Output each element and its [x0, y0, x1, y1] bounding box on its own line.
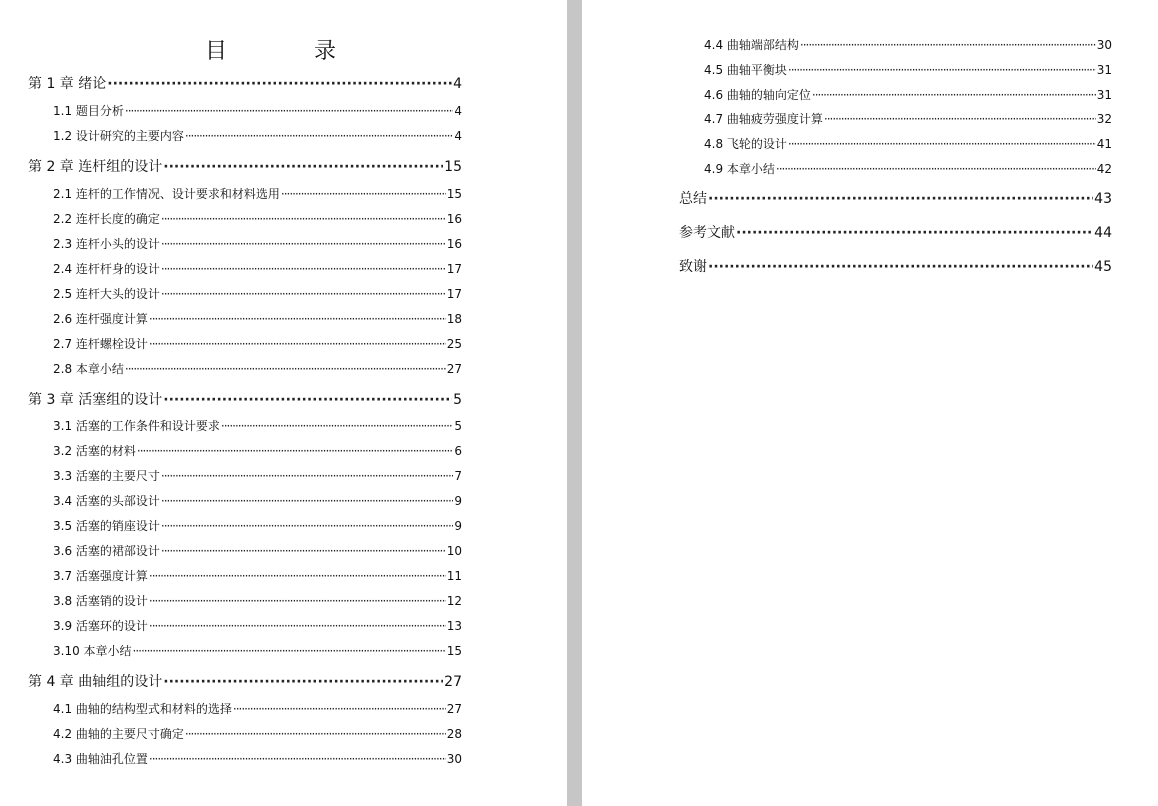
toc-section-entry[interactable] — [53, 642, 462, 659]
toc-entry-label: 4.9 本章小结 — [704, 162, 775, 176]
toc-page-number: 5 — [453, 392, 462, 408]
toc-dot-leader — [788, 63, 1096, 77]
toc-page-number: 4 — [453, 76, 462, 92]
toc-page-number: 30 — [446, 752, 462, 766]
toc-entry-label: 4.8 飞轮的设计 — [704, 137, 787, 151]
toc-page-number: 15 — [446, 644, 462, 658]
toc-entry-label: 4.2 曲轴的主要尺寸确定 — [53, 727, 184, 741]
toc-page-number: 27 — [446, 702, 462, 716]
toc-entry-label: 总结 — [679, 191, 707, 207]
toc-section-entry[interactable] — [53, 360, 462, 377]
toc-dot-leader — [788, 137, 1096, 151]
toc-section-entry[interactable] — [53, 592, 462, 609]
toc-page-number: 4 — [454, 104, 462, 118]
toc-dot-leader — [708, 259, 1093, 275]
toc-page-number: 41 — [1096, 137, 1112, 151]
toc-section-entry[interactable] — [53, 700, 462, 717]
toc-section-entry[interactable] — [53, 127, 462, 144]
toc-entry-label: 第 1 章 绪论 — [28, 76, 107, 92]
toc-dot-leader — [149, 337, 446, 351]
toc-entry-label: 第 3 章 活塞组的设计 — [28, 392, 163, 408]
toc-dot-leader — [161, 544, 446, 558]
toc-dot-leader — [125, 104, 453, 118]
toc-section-entry[interactable] — [704, 86, 1112, 103]
toc-dot-leader — [776, 162, 1096, 176]
toc-dot-leader — [800, 38, 1096, 52]
toc-page-number: 12 — [446, 594, 462, 608]
toc-page-number: 16 — [446, 212, 462, 226]
toc-page-number: 9 — [454, 519, 462, 533]
toc-dot-leader — [107, 76, 452, 92]
toc-page-number: 13 — [446, 619, 462, 633]
left-page — [0, 0, 567, 806]
toc-section-entry[interactable] — [704, 160, 1112, 177]
toc-entry-label: 致谢 — [679, 259, 707, 275]
toc-page-number: 10 — [446, 544, 462, 558]
toc-section-entry[interactable] — [53, 442, 462, 459]
toc-entry-label: 2.3 连杆小头的设计 — [53, 237, 160, 251]
toc-entry-label: 2.2 连杆长度的确定 — [53, 212, 160, 226]
toc-entry-label: 3.4 活塞的头部设计 — [53, 494, 160, 508]
toc-entry-label: 4.6 曲轴的轴向定位 — [704, 88, 811, 102]
toc-entry-label: 第 4 章 曲轴组的设计 — [28, 674, 163, 690]
toc-entry-label: 3.3 活塞的主要尺寸 — [53, 469, 160, 483]
toc-dot-leader — [281, 187, 446, 201]
toc-chapter-entry[interactable] — [28, 156, 462, 176]
toc-entry-label: 第 2 章 连杆组的设计 — [28, 159, 163, 175]
toc-section-entry[interactable] — [53, 310, 462, 327]
toc-section-entry[interactable] — [53, 517, 462, 534]
toc-entry-label: 3.1 活塞的工作条件和设计要求 — [53, 419, 220, 433]
toc-page-number: 43 — [1094, 191, 1112, 207]
toc-section-entry[interactable] — [53, 335, 462, 352]
toc-dot-leader — [125, 362, 446, 376]
toc-entry-label: 3.9 活塞环的设计 — [53, 619, 148, 633]
toc-dot-leader — [708, 191, 1093, 207]
toc-page-number: 16 — [446, 237, 462, 251]
toc-page-number: 18 — [446, 312, 462, 326]
toc-dot-leader — [185, 727, 446, 741]
toc-dot-leader — [233, 702, 446, 716]
toc-page-number: 32 — [1096, 112, 1112, 126]
toc-entry-label: 4.3 曲轴油孔位置 — [53, 752, 148, 766]
toc-entry-label: 2.7 连杆螺栓设计 — [53, 337, 148, 351]
toc-chapter-entry[interactable] — [28, 73, 462, 93]
toc-entry-label: 3.7 活塞强度计算 — [53, 569, 148, 583]
toc-entry-label: 1.1 题目分析 — [53, 104, 124, 118]
toc-section-entry[interactable] — [53, 235, 462, 252]
toc-section-entry[interactable] — [53, 285, 462, 302]
toc-dot-leader — [161, 519, 453, 533]
toc-section-entry[interactable] — [53, 417, 462, 434]
toc-entry-label: 3.6 活塞的裙部设计 — [53, 544, 160, 558]
toc-section-entry[interactable] — [53, 617, 462, 634]
toc-section-entry[interactable] — [53, 185, 462, 202]
toc-entry-label: 4.7 曲轴疲劳强度计算 — [704, 112, 823, 126]
toc-entry-label: 2.6 连杆强度计算 — [53, 312, 148, 326]
toc-dot-leader — [149, 594, 446, 608]
toc-section-entry[interactable] — [53, 467, 462, 484]
toc-dot-leader — [185, 129, 453, 143]
toc-dot-leader — [163, 159, 443, 175]
toc-dot-leader — [149, 312, 446, 326]
toc-dot-leader — [163, 674, 443, 690]
toc-dot-leader — [824, 112, 1096, 126]
toc-page-number: 25 — [446, 337, 462, 351]
toc-dot-leader — [161, 469, 453, 483]
toc-page-number: 4 — [454, 129, 462, 143]
toc-chapter-entry[interactable] — [28, 671, 462, 691]
toc-dot-leader — [149, 752, 446, 766]
toc-page-number: 6 — [454, 444, 462, 458]
toc-section-entry[interactable] — [704, 135, 1112, 152]
toc-page-number: 7 — [454, 469, 462, 483]
toc-entry-label: 3.5 活塞的销座设计 — [53, 519, 160, 533]
toc-entry-label: 参考文献 — [679, 225, 735, 241]
toc-page-number: 15 — [444, 159, 462, 175]
toc-dot-leader — [161, 212, 446, 226]
toc-entry-label: 2.1 连杆的工作情况、设计要求和材料选用 — [53, 187, 280, 201]
toc-title: 目 录 — [205, 39, 376, 64]
toc-page-number: 5 — [454, 419, 462, 433]
toc-section-entry[interactable] — [704, 61, 1112, 78]
toc-entry-label: 4.5 曲轴平衡块 — [704, 63, 787, 77]
toc-page-number: 17 — [446, 262, 462, 276]
toc-page-number: 27 — [444, 674, 462, 690]
toc-page-number: 31 — [1096, 63, 1112, 77]
toc-page-number: 11 — [446, 569, 462, 583]
toc-page-number: 45 — [1094, 259, 1112, 275]
toc-chapter-entry[interactable] — [28, 389, 462, 409]
toc-section-entry[interactable] — [53, 102, 462, 119]
toc-dot-leader — [161, 287, 446, 301]
toc-page-number: 30 — [1096, 38, 1112, 52]
toc-dot-leader — [137, 444, 453, 458]
toc-dot-leader — [221, 419, 453, 433]
toc-dot-leader — [163, 392, 452, 408]
toc-page-number: 15 — [446, 187, 462, 201]
toc-section-entry[interactable] — [53, 210, 462, 227]
toc-dot-leader — [149, 619, 446, 633]
toc-section-entry[interactable] — [53, 567, 462, 584]
toc-chapter-entry[interactable] — [679, 222, 1112, 242]
toc-page-number: 28 — [446, 727, 462, 741]
toc-section-entry[interactable] — [53, 725, 462, 742]
toc-dot-leader — [736, 225, 1093, 241]
toc-dot-leader — [161, 262, 446, 276]
toc-page-number: 9 — [454, 494, 462, 508]
toc-dot-leader — [161, 494, 453, 508]
toc-section-entry[interactable] — [53, 542, 462, 559]
toc-entry-label: 3.2 活塞的材料 — [53, 444, 136, 458]
toc-page-number: 44 — [1094, 225, 1112, 241]
toc-entry-label: 3.10 本章小结 — [53, 644, 132, 658]
toc-section-entry[interactable] — [704, 36, 1112, 53]
toc-page-number: 42 — [1096, 162, 1112, 176]
toc-entry-label: 2.4 连杆杆身的设计 — [53, 262, 160, 276]
toc-page-number: 17 — [446, 287, 462, 301]
toc-dot-leader — [812, 88, 1096, 102]
toc-entry-label: 3.8 活塞销的设计 — [53, 594, 148, 608]
toc-dot-leader — [161, 237, 446, 251]
toc-dot-leader — [133, 644, 446, 658]
toc-entry-label: 2.8 本章小结 — [53, 362, 124, 376]
toc-chapter-entry[interactable] — [679, 256, 1112, 276]
toc-section-entry[interactable] — [53, 750, 462, 767]
toc-section-entry[interactable] — [53, 492, 462, 509]
toc-section-entry[interactable] — [704, 110, 1112, 127]
toc-entry-label: 4.4 曲轴端部结构 — [704, 38, 799, 52]
toc-dot-leader — [149, 569, 446, 583]
toc-chapter-entry[interactable] — [679, 188, 1112, 208]
toc-section-entry[interactable] — [53, 260, 462, 277]
toc-entry-label: 4.1 曲轴的结构型式和材料的选择 — [53, 702, 232, 716]
right-page — [582, 0, 1158, 806]
toc-entry-label: 2.5 连杆大头的设计 — [53, 287, 160, 301]
page-gutter — [567, 0, 582, 806]
toc-entry-label: 1.2 设计研究的主要内容 — [53, 129, 184, 143]
toc-page-number: 27 — [446, 362, 462, 376]
toc-page-number: 31 — [1096, 88, 1112, 102]
